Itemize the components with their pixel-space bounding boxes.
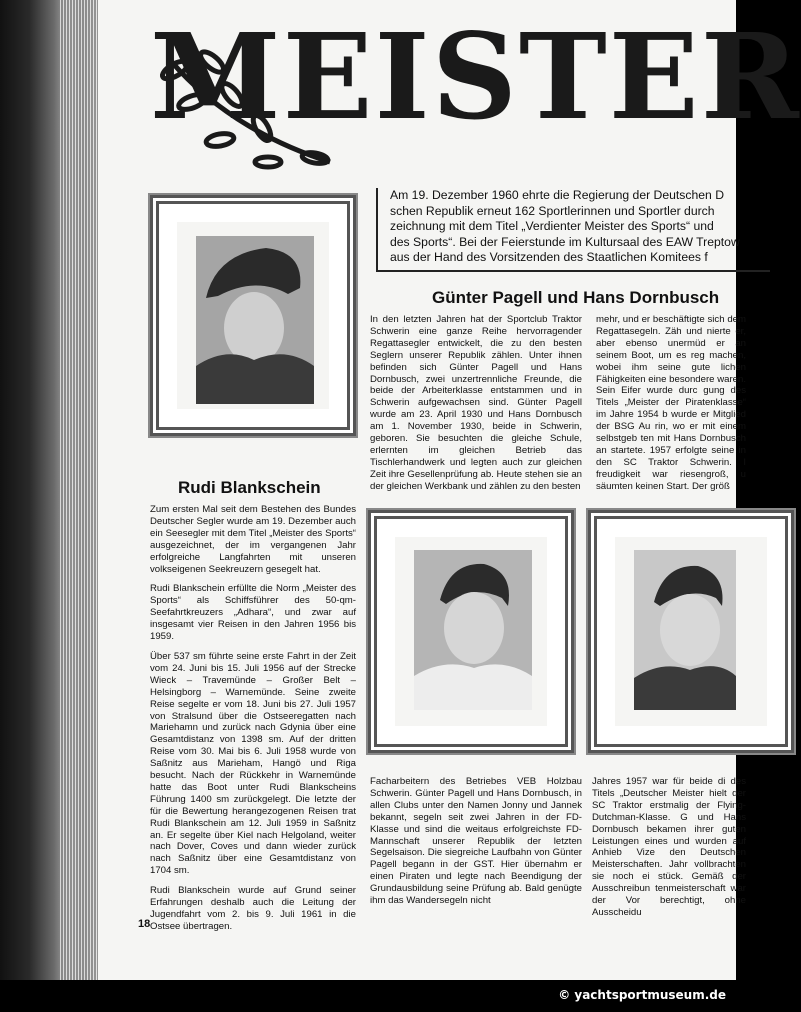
- text-column-pagell-1-top: [370, 314, 582, 492]
- watermark: © yachtsportmuseum.de: [558, 988, 726, 1002]
- portrait-dornbusch: [634, 550, 736, 710]
- intro-line: zeichnung mit dem Titel „Verdienter Meister des Sports“ und: [390, 219, 714, 233]
- intro-box: [376, 188, 770, 272]
- intro-line: des Sports“. Bei der Feierstunde im Kultursaal des EAW Treptow: [390, 234, 740, 249]
- text-column-pagell-1-bottom: [370, 776, 582, 906]
- intro-line: schen Republik erneut 162 Sportlerinnen und Sportler durch: [390, 203, 715, 218]
- paragraph: Jahres 1957 war für beide di des Titels „Deutscher Meister hielt der SC Traktor erstmalig der Flying-Dutchman-Klasse. G und Hans Dornbusch bekamen ihrer guten Leistungen eines und wurden auf Anhieb Vize den Deutschen Meisterschaften. Jahr vollbrachten sie noch ei stück. Gemäß der Ausschreibun tenmeisterschaft war der Vor berechtigt, ohne Ausscheidu: [592, 776, 746, 918]
- page-headline: MEISTER: [150, 7, 801, 146]
- page-number: 18: [138, 918, 151, 930]
- section-title-pagell-dornbusch: Günter Pagell und Hans Dornbusch: [432, 288, 720, 307]
- page-edges: [60, 0, 98, 980]
- paragraph: Zum ersten Mal seit dem Bestehen des Bundes Deutscher Segler wurde am 19. Dezember auch ein Seesegler mit dem Titel „Meister des Sports“ ausgezeichnet, der im vergangenen Jahr erfolgreiche Langfahrten mit unseren volkseigenen Seekreuzern gesegelt hat.: [150, 504, 356, 575]
- paragraph: mehr, und er beschäftigte sich dem Regattasegeln. Zäh und nierte er, aber ebenso unermüd er an seinem Boot, um es reg machen, wobei ihm seine gute lichen Fähigkeiten eine besondere waren. Sein Eifer wurde durc gung des Titels „Meister der Piratenklasse“ im Jahre 1954 b wurde er Mitglied der BSG Au rin, wo er mit einem selbstgeb ten mit Hans Dornbusch an startete. 1957 erfolgte seine in den SC Traktor Schwerin. I freudigkeit war riesengroß, u säumten keinen Start. Der größ: [596, 314, 746, 492]
- section-title-blankschein: Rudi Blankschein: [178, 478, 321, 497]
- paragraph: In den letzten Jahren hat der Sportclub Traktor Schwerin eine ganze Reihe hervorragender Regattasegler entwickelt, die zu den besten Seglern unserer Republik zählen. Unter ihnen befinden sich Günter Pagell und Hans Dornbusch, zwei unzertrennliche Freunde, die beide der Arbeiterklasse entstammen und in Schwerin aufgewachsen sind. Günter Pagell wurde am 23. April 1930 und Hans Dornbusch am 1. November 1930, beide in Schwerin, geboren. Sie besuchten die gleiche Schule, erlernten im gleichen Betrieb das Tischlerhandwerk und legten auch zur gleichen Zeit ihre Gesellenprüfung ab. Heute stehen sie an der gleichen Werkbank und zählen zu den besten: [370, 314, 582, 492]
- portrait-pagell: [414, 550, 532, 710]
- portrait-blankschein: [196, 236, 314, 404]
- intro-line: Am 19. Dezember 1960 ehrte die Regierung der Deutschen D: [390, 188, 724, 202]
- intro-line: aus der Hand des Vorsitzenden des Staatlichen Komitees f: [390, 250, 708, 264]
- paragraph: Über 537 sm führte seine erste Fahrt in der Zeit vom 24. Juni bis 15. Juli 1956 auf der Strecke Wieck – Travemünde – Großer Belt – Helsingborg – Warnemünde. Seine zweite Reise segelte er vom 18. Juni bis 27. Juli 1957 von Stralsund über die Ostseeregatten nach Mariehamn und zurück nach Gdynia über eine Gesamtdistanz von 1398 sm. Auf der dritten Reise vom 30. Mai bis 6. Juli 1958 wurde von Saßnitz aus Marieham, Hangö und Riga besucht. Nach der Rückkehr in Warnemünde hatte das Boot unter Rudi Blankscheins Führung 1400 sm zurückgelegt. Die letzte der für die Bewertung herangezogenen Reisen trat Rudi Blankschein am 12. Juli 1959 in Saßnitz an. Er segelte über Kiel nach Helgoland, weiter nach Dover, Coves und dann wieder zurück nach Saßnitz über eine Gesamtdistanz von 1704 sm.: [150, 650, 356, 877]
- text-column-blankschein: [150, 504, 356, 941]
- paragraph: Rudi Blankschein wurde auf Grund seiner Erfahrungen deshalb auch die Leitung der Jugendfahrt vom 2. bis 9. Juli 1961 in die Ostsee übertragen.: [150, 885, 356, 932]
- paragraph: Facharbeitern des Betriebes VEB Holzbau Schwerin. Günter Pagell und Hans Dornbusch, in allen Clubs unter den Namen Jonny und Jannek bekannt, segeln seit zwei Jahren in der FD-Klasse und sind die weitaus erfolgreichste FD-Mannschaft unserer Republik der letzten Segelsaison. Die siegreiche Laufbahn von Günter Pagell begann in der GST. Hier übernahm er einen Piraten und legte nach Beendigung der Grundausbildung seine Prüfung ab. Bald genügte ihm das Wandersegeln nicht: [370, 776, 582, 907]
- text-column-pagell-2-bottom: [592, 776, 746, 918]
- text-column-pagell-2-top: [596, 314, 746, 492]
- paragraph: Rudi Blankschein erfüllte die Norm „Meister des Sports“ als Schiffsführer des 50-qm-Seefahrtkreuzers „Adhara“, und zwar auf insgesamt vier Reisen in den Jahren 1956 bis 1959.: [150, 583, 356, 643]
